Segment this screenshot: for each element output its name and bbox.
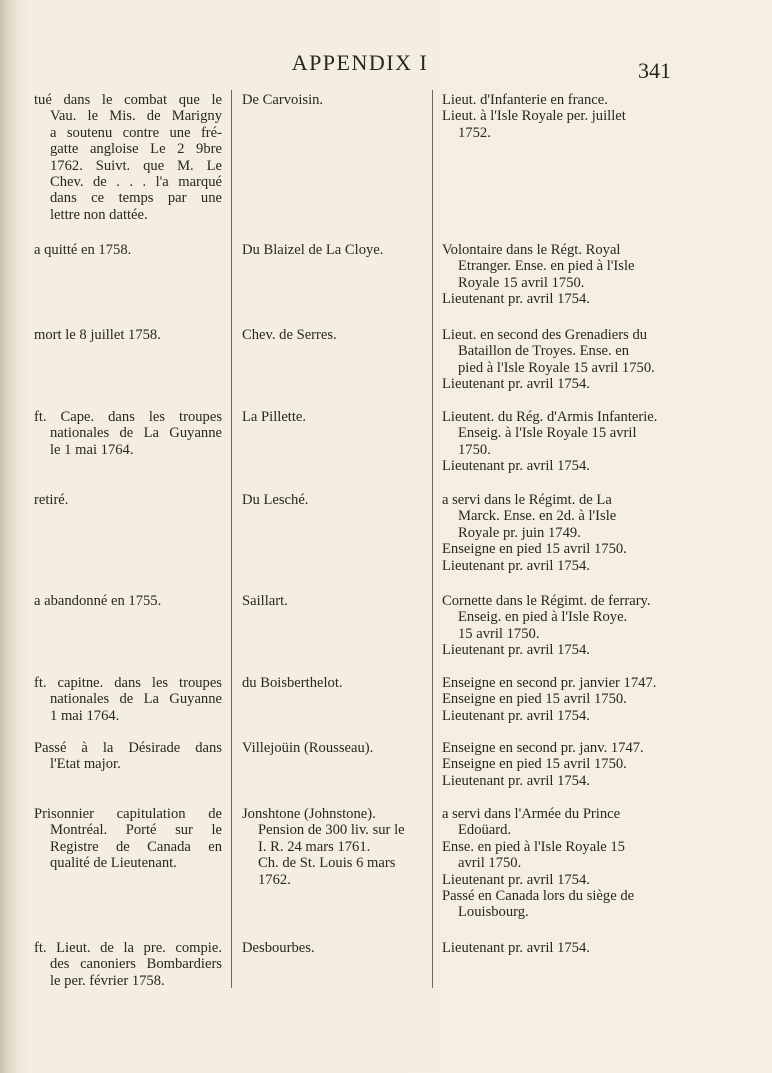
- service-record-cell: [442, 940, 680, 956]
- text-line: Enseigne en second pr. janv. 1747.: [442, 740, 644, 756]
- status-cell: [34, 593, 222, 609]
- text-line: tué dans le combat que le: [34, 92, 222, 108]
- officer-name-cell: [242, 409, 428, 425]
- text-line: Lieut. d'Infanterie en france.: [442, 92, 608, 108]
- text-line: Lieutenant pr. avril 1754.: [442, 458, 590, 475]
- text-line: nationales de La Guyanne: [50, 425, 222, 442]
- text-line: Lieutenant pr. avril 1754.: [442, 772, 590, 789]
- column-divider: [231, 90, 232, 988]
- text-line: 1762. Suivt. que M. Le: [50, 157, 222, 174]
- officer-name-cell: [242, 92, 428, 108]
- text-line: La Pillette.: [242, 409, 307, 425]
- service-record-cell: [442, 806, 680, 921]
- text-line: Saillart.: [242, 593, 288, 609]
- text-line: Passé en Canada lors du siège de: [442, 888, 635, 905]
- text-line: Villejoüin (Rousseau).: [242, 740, 374, 756]
- status-cell: [34, 92, 222, 223]
- text-line: Ense. en pied à l'Isle Royale 15: [442, 838, 625, 855]
- status-cell: [34, 409, 222, 458]
- officer-name-cell: [242, 242, 428, 258]
- text-line: a abandonné en 1755.: [34, 593, 162, 609]
- text-line: Louisbourg.: [458, 904, 529, 921]
- service-record-cell: [442, 92, 680, 141]
- text-line: l'Etat major.: [50, 756, 121, 773]
- text-line: le 1 mai 1764.: [50, 441, 134, 458]
- text-line: Volontaire dans le Régt. Royal: [442, 242, 621, 258]
- text-line: Enseig. en pied à l'Isle Roye.: [458, 609, 628, 626]
- text-line: Lieut. à l'Isle Royale per. juillet: [442, 108, 626, 125]
- text-line: Ch. de St. Louis 6 mars: [258, 855, 396, 872]
- status-cell: [34, 492, 222, 508]
- page-number: 341: [638, 58, 671, 83]
- officer-name-cell: [242, 675, 428, 691]
- text-line: Enseigne en pied 15 avril 1750.: [442, 541, 627, 558]
- column-divider: [432, 90, 433, 988]
- text-line: des canoniers Bombardiers: [50, 956, 222, 973]
- text-line: lettre non dattée.: [50, 206, 148, 223]
- text-line: Du Blaizel de La Cloye.: [242, 242, 384, 258]
- text-line: Passé à la Désirade dans: [34, 740, 222, 756]
- text-line: a servi dans le Régimt. de La: [442, 492, 612, 508]
- text-line: Lieutenant pr. avril 1754.: [442, 642, 590, 659]
- text-line: du Boisberthelot.: [242, 675, 343, 691]
- text-line: qualité de Lieutenant.: [50, 855, 177, 872]
- text-line: Enseigne en second pr. janvier 1747.: [442, 675, 657, 691]
- text-line: Royale 15 avril 1750.: [458, 274, 585, 291]
- text-line: Montréal. Porté sur le: [50, 822, 222, 839]
- text-line: Royale pr. juin 1749.: [458, 524, 581, 541]
- text-line: pied à l'Isle Royale 15 avril 1750.: [458, 359, 655, 376]
- text-line: Lieutenant pr. avril 1754.: [442, 557, 590, 574]
- text-line: ft. capitne. dans les troupes: [34, 675, 222, 691]
- text-line: 1750.: [458, 441, 491, 458]
- text-line: nationales de La Guyanne: [50, 691, 222, 708]
- text-line: Chev. de . . . l'a marqué: [50, 174, 222, 191]
- text-line: avril 1750.: [458, 855, 522, 872]
- text-line: 1 mai 1764.: [50, 707, 120, 724]
- text-line: retiré.: [34, 492, 69, 508]
- text-line: Vau. le Mis. de Marigny: [50, 108, 222, 125]
- status-cell: [34, 242, 222, 258]
- text-line: I. R. 24 mars 1761.: [258, 838, 371, 855]
- service-record-cell: [442, 593, 680, 659]
- text-line: Lieutenant pr. avril 1754.: [442, 376, 590, 393]
- text-line: 1762.: [258, 871, 291, 888]
- text-line: Marck. Ense. en 2d. à l'Isle: [458, 508, 617, 525]
- text-line: dans ce temps par une: [50, 190, 222, 207]
- officer-name-cell: [242, 492, 428, 508]
- text-line: Bataillon de Troyes. Ense. en: [458, 343, 630, 360]
- text-line: Lieutenant pr. avril 1754.: [442, 871, 590, 888]
- service-record-cell: [442, 409, 680, 475]
- text-line: Lieut. en second des Grenadiers du: [442, 327, 648, 343]
- officer-name-cell: [242, 806, 428, 888]
- text-line: 1752.: [458, 124, 491, 141]
- text-line: Jonshtone (Johnstone).: [242, 806, 376, 822]
- text-line: Desbourbes.: [242, 940, 315, 956]
- status-cell: [34, 940, 222, 989]
- text-line: Enseigne en pied 15 avril 1750.: [442, 756, 627, 773]
- service-record-cell: [442, 675, 680, 724]
- text-line: Lieutenant pr. avril 1754.: [442, 940, 590, 956]
- text-line: Du Lesché.: [242, 492, 309, 508]
- text-line: a quitté en 1758.: [34, 242, 132, 258]
- officer-name-cell: [242, 740, 428, 756]
- text-line: Enseigne en pied 15 avril 1750.: [442, 691, 627, 708]
- text-line: le per. février 1758.: [50, 972, 165, 989]
- text-line: gatte angloise Le 2 9bre: [50, 141, 222, 158]
- text-line: Lieutenant pr. avril 1754.: [442, 291, 590, 308]
- text-line: Cornette dans le Régimt. de ferrary.: [442, 593, 651, 609]
- text-line: ft. Lieut. de la pre. compie.: [34, 940, 222, 956]
- text-line: 15 avril 1750.: [458, 625, 540, 642]
- text-line: Prisonnier capitulation de: [34, 806, 222, 822]
- text-line: ft. Cape. dans les troupes: [34, 409, 222, 425]
- status-cell: [34, 675, 222, 724]
- text-line: Lieutenant pr. avril 1754.: [442, 707, 590, 724]
- status-cell: [34, 740, 222, 773]
- officer-name-cell: [242, 327, 428, 343]
- service-record-cell: [442, 242, 680, 308]
- text-line: a servi dans l'Armée du Prince: [442, 806, 621, 822]
- text-line: Etranger. Ense. en pied à l'Isle: [458, 258, 635, 275]
- text-line: Chev. de Serres.: [242, 327, 337, 343]
- text-line: Lieutent. du Rég. d'Armis Infanterie.: [442, 409, 658, 425]
- text-line: a soutenu contre une fré-: [50, 124, 222, 141]
- service-record-cell: [442, 492, 680, 574]
- page-title: APPENDIX I: [291, 50, 429, 75]
- officer-name-cell: [242, 940, 428, 956]
- text-line: Edoüard.: [458, 822, 512, 839]
- text-line: De Carvoisin.: [242, 92, 324, 108]
- officer-name-cell: [242, 593, 428, 609]
- service-record-cell: [442, 327, 680, 393]
- text-line: Enseig. à l'Isle Royale 15 avril: [458, 425, 637, 442]
- text-line: mort le 8 juillet 1758.: [34, 327, 161, 343]
- status-cell: [34, 327, 222, 343]
- service-record-cell: [442, 740, 680, 789]
- status-cell: [34, 806, 222, 872]
- text-line: Pension de 300 liv. sur le: [258, 822, 405, 839]
- text-line: Registre de Canada en: [50, 838, 222, 855]
